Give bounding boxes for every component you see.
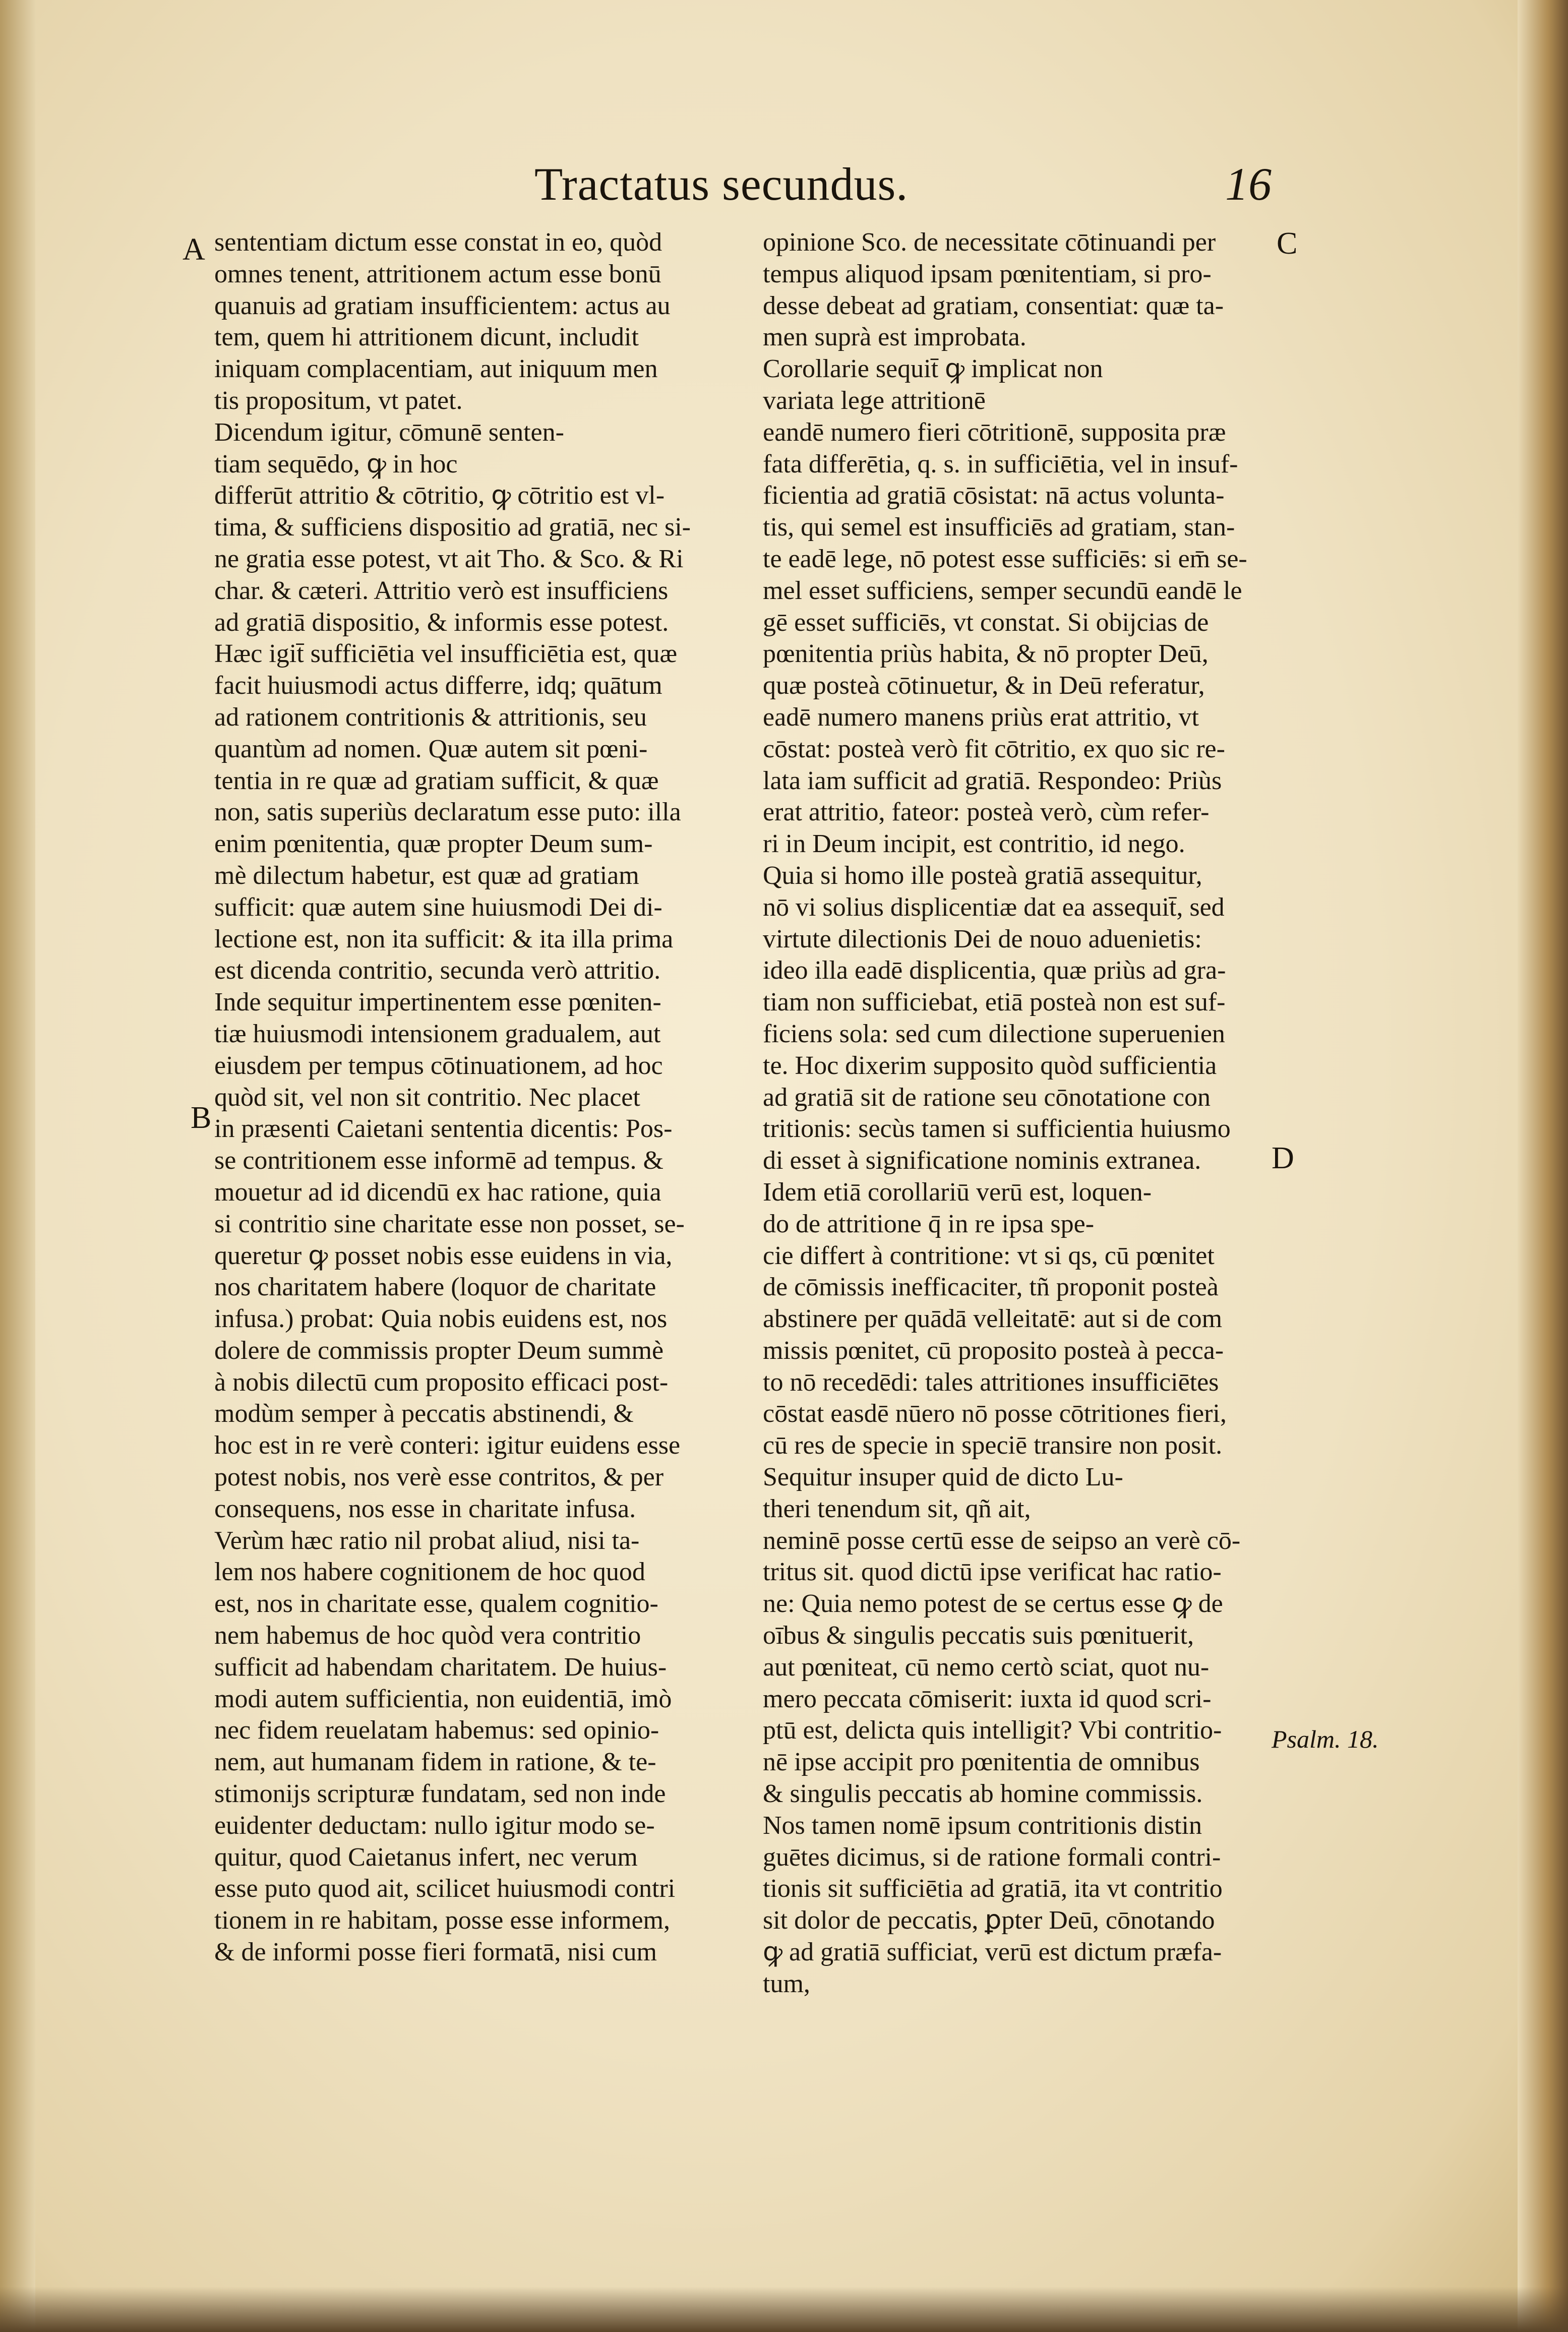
right-column-line: tis, qui semel est insufficiēs ad gratiam, stan- — [763, 513, 1235, 542]
right-column-line: oībus & singulis peccatis suis pœnituerit, — [763, 1621, 1194, 1650]
right-column-line: Nos tamen nomē ipsum contritionis distin — [763, 1811, 1202, 1840]
right-column-line: eandē numero fieri cōtritionē, supposita præ — [763, 417, 1226, 447]
right-column-line: sit dolor de peccatis, ꝑpter Deū, cōnotando — [763, 1906, 1215, 1935]
left-column-line: tionem in re habitam, posse esse informem, — [214, 1906, 671, 1935]
right-column-line: guētes dicimus, si de ratione formali contri- — [763, 1842, 1221, 1872]
left-column-line: se contritionem esse informē ad tempus. & — [214, 1146, 664, 1175]
left-column-line: differūt attritio & cōtritio, ꝙ cōtritio est vl- — [214, 481, 665, 510]
left-column-line: enim pœnitentia, quæ propter Deum sum- — [214, 829, 653, 859]
left-column-line: Verùm hæc ratio nil probat aliud, nisi ta- — [214, 1526, 640, 1555]
right-column-line: cōstat: posteà verò fit cōtritio, ex quo sic re- — [763, 734, 1225, 763]
right-column-line: ficiens sola: sed cum dilectione superuenien — [763, 1019, 1225, 1048]
left-column-line: hoc est in re verè conteri: igitur euidens esse — [214, 1431, 681, 1460]
left-column-line: nec fidem reuelatam habemus: sed opinio- — [214, 1716, 659, 1745]
left-column-line: char. & cæteri. Attritio verò est insufficiens — [214, 576, 669, 605]
right-column-line: variata lege attritionē — [763, 386, 986, 415]
right-column-line: tionis sit sufficiētia ad gratiā, ita vt contritio — [763, 1874, 1223, 1903]
right-column-line: ficientia ad gratiā cōsistat: nā actus volunta- — [763, 481, 1225, 510]
left-column-line: lem nos habere cognitionem de hoc quod — [214, 1558, 645, 1587]
right-column-line: mero peccata cōmiserit: iuxta id quod scri- — [763, 1684, 1212, 1713]
right-column-line: gē esset sufficiēs, vt constat. Si obijcias de — [763, 608, 1209, 637]
left-column-line: queretur ꝙ posset nobis esse euidens in via, — [214, 1241, 673, 1270]
margin-marker-a: A — [183, 232, 205, 267]
left-column-line: quitur, quod Caietanus infert, nec verum — [214, 1842, 638, 1872]
right-column-line: to nō recedēdi: tales attritiones insufficiētes — [763, 1367, 1219, 1397]
left-column-line: quantùm ad nomen. Quæ autem sit pœni- — [214, 734, 648, 763]
right-column-line: opinione Sco. de necessitate cōtinuandi per — [763, 228, 1216, 257]
right-column-line: Sequitur insuper quid de dicto Lu- — [763, 1463, 1123, 1492]
left-column-line: sententiam dictum esse constat in eo, quòd — [214, 228, 662, 257]
left-column-line: esse puto quod ait, scilicet huiusmodi contri — [214, 1874, 676, 1903]
left-column-line: euidenter deductam: nullo igitur modo se- — [214, 1811, 655, 1840]
left-column-line: tis propositum, vt patet. — [214, 386, 463, 415]
left-column-line: mouetur ad id dicendū ex hac ratione, quia — [214, 1177, 661, 1207]
left-column-line: ne gratia esse potest, vt ait Tho. & Sco. & Ri — [214, 544, 684, 573]
folio-number: 16 — [1225, 158, 1272, 210]
margin-marker-c: C — [1277, 226, 1298, 261]
right-column-line: nō vi solius displicentiæ dat ea assequit̄, sed — [763, 892, 1225, 922]
binding-gutter — [0, 0, 35, 2332]
left-column-line: si contritio sine charitate esse non posset, se- — [214, 1209, 685, 1238]
left-column-line: tiæ huiusmodi intensionem gradualem, aut — [214, 1019, 661, 1048]
left-column-line: mè dilectum habetur, est quæ ad gratiam — [214, 861, 639, 890]
right-column-line: mel esset sufficiens, semper secundū eandē le — [763, 576, 1242, 605]
right-column — [763, 227, 1263, 2000]
left-column-line: est dicenda contritio, secunda verò attritio. — [214, 956, 661, 985]
right-column-line: tum, — [763, 1969, 810, 1998]
right-column-line: fata differētia, q. s. in sufficiētia, vel in insuf- — [763, 449, 1238, 479]
page-edge — [1518, 0, 1568, 2332]
left-column — [214, 227, 723, 1968]
right-column-line: eadē numero manens priùs erat attritio, vt — [763, 702, 1199, 732]
running-title: Tractatus secundus. — [534, 158, 909, 210]
right-column-line: nē ipse accipit pro pœnitentia de omnibus — [763, 1748, 1200, 1777]
right-column-line: abstinere per quādā velleitatē: aut si de com — [763, 1304, 1223, 1334]
left-column-line: Hæc igit̄ sufficiētia vel insufficiētia est, quæ — [214, 639, 677, 669]
left-column-line: sufficit: quæ autem sine huiusmodi Dei di- — [214, 892, 662, 922]
right-column-line: aut pœniteat, cū nemo certò sciat, quot nu- — [763, 1652, 1210, 1682]
left-column-line: stimonijs scripturæ fundatam, sed non inde — [214, 1779, 666, 1809]
left-column-line: in præsenti Caietani sententia dicentis: Pos- — [214, 1114, 673, 1144]
right-column-line: tempus aliquod ipsam pœnitentiam, si pro- — [763, 259, 1212, 288]
left-column-line: quanuis ad gratiam insufficientem: actus au — [214, 291, 671, 320]
left-column-line: est, nos in charitate esse, qualem cognitio- — [214, 1589, 658, 1619]
right-column-line: theri tenendum sit, qñ ait, — [763, 1494, 1031, 1523]
left-column-line: tem, quem hi attritionem dicunt, includit — [214, 323, 639, 352]
right-column-line: ri in Deum incipit, est contritio, id nego. — [763, 829, 1185, 859]
left-column-line: non, satis superiùs declaratum esse puto: illa — [214, 798, 681, 827]
left-column-line: & de informi posse fieri formatā, nisi cum — [214, 1938, 657, 1967]
right-column-line: ideo illa eadē displicentia, quæ priùs ad gra- — [763, 956, 1226, 985]
left-column-line: nos charitatem habere (loquor de charitate — [214, 1273, 656, 1302]
left-column-line: infusa.) probat: Quia nobis euidens est, nos — [214, 1304, 668, 1334]
right-column-line: & singulis peccatis ab homine commissis. — [763, 1779, 1203, 1809]
right-column-line: cōstat easdē nūero nō posse cōtritiones fieri, — [763, 1399, 1227, 1428]
page-shadow — [0, 2287, 1568, 2332]
margin-marker-d: D — [1272, 1141, 1294, 1175]
left-column-line: potest nobis, nos verè esse contritos, & per — [214, 1463, 664, 1492]
left-column-line: Inde sequitur impertinentem esse pœniten- — [214, 988, 661, 1017]
right-column-line: te. Hoc dixerim supposito quòd sufficientia — [763, 1051, 1217, 1080]
right-column-line: virtute dilectionis Dei de nouo aduenietis: — [763, 924, 1202, 953]
right-column-line: te eadē lege, nō potest esse sufficiēs: si em̄ se- — [763, 544, 1247, 573]
left-column-line: modi autem sufficientia, non euidentiā, imò — [214, 1684, 672, 1713]
right-column-line: de cōmissis inefficaciter, tñ proponit posteà — [763, 1273, 1219, 1302]
right-column-line: tritionis: secùs tamen si sufficientia huiusmo — [763, 1114, 1231, 1144]
right-column-line: cū res de specie in speciē transire non posit. — [763, 1431, 1223, 1460]
right-column-line: ptū est, delicta quis intelligit? Vbi contritio- — [763, 1716, 1222, 1745]
left-column-line: quòd sit, vel non sit contritio. Nec placet — [214, 1083, 640, 1112]
right-column-line: men suprà est improbata. — [763, 323, 1027, 352]
right-column-line: tiam non sufficiebat, etiā posteà non est suf- — [763, 988, 1226, 1017]
left-column-line: à nobis dilectū cum proposito efficaci post- — [214, 1367, 669, 1397]
margin-note: Psalm. 18. — [1272, 1725, 1379, 1753]
right-column-line: erat attritio, fateor: posteà verò, cùm refer- — [763, 798, 1210, 827]
left-column-line: sufficit ad habendam charitatem. De huius- — [214, 1652, 667, 1682]
left-column-line: nem, aut humanam fidem in ratione, & te- — [214, 1748, 656, 1777]
left-column-line: facit huiusmodi actus differre, idq; quātum — [214, 671, 662, 700]
margin-marker-b: B — [191, 1101, 212, 1135]
left-column-line: modùm semper à peccatis abstinendi, & — [214, 1399, 634, 1428]
left-column-line: tiam sequēdo, ꝙ in hoc — [214, 449, 458, 479]
right-column-line: di esset à significatione nominis extranea. — [763, 1146, 1201, 1175]
right-column-line: pœnitentia priùs habita, & nō propter Deū, — [763, 639, 1209, 669]
right-column-line: Corollarie sequit̄ ꝙ implicat non — [763, 354, 1103, 384]
right-column-line: missis pœnitet, cū proposito posteà à pecca- — [763, 1336, 1224, 1365]
right-column-line: ꝙ ad gratiā sufficiat, verū est dictum præfa- — [763, 1938, 1222, 1967]
left-column-line: lectione est, non ita sufficit: & ita illa prima — [214, 924, 674, 953]
right-column-line: ne: Quia nemo potest de se certus esse ꝙ de — [763, 1589, 1223, 1619]
left-column-line: ad gratiā dispositio, & informis esse potest. — [214, 608, 669, 637]
right-column-line: desse debeat ad gratiam, consentiat: quæ ta- — [763, 291, 1224, 320]
right-column-line: lata iam sufficit ad gratiā. Respondeo: Priùs — [763, 766, 1222, 795]
right-column-line: cie differt à contritione: vt si qs, cū pœnitet — [763, 1241, 1215, 1270]
right-column-line: tritus sit. quod dictū ipse verificat hac ratio- — [763, 1558, 1222, 1587]
left-column-line: ad rationem contritionis & attritionis, seu — [214, 702, 647, 732]
right-column-line: Quia si homo ille posteà gratiā assequitur, — [763, 861, 1202, 890]
right-column-line: do de attritione q̄ in re ipsa spe- — [763, 1209, 1095, 1238]
left-column-line: tentia in re quæ ad gratiam sufficit, & quæ — [214, 766, 659, 795]
right-column-line: ad gratiā sit de ratione seu cōnotatione con — [763, 1083, 1211, 1112]
left-column-line: Dicendum igitur, cōmunē senten- — [214, 417, 564, 447]
left-column-line: eiusdem per tempus cōtinuationem, ad hoc — [214, 1051, 663, 1080]
left-column-line: tima, & sufficiens dispositio ad gratiā, nec si- — [214, 513, 691, 542]
left-column-line: nem habemus de hoc quòd vera contritio — [214, 1621, 641, 1650]
left-column-line: iniquam complacentiam, aut iniquum men — [214, 354, 658, 384]
right-column-line: neminē posse certū esse de seipso an verè cō- — [763, 1526, 1241, 1555]
right-column-line: quæ posteà cōtinuetur, & in Deū referatur, — [763, 671, 1205, 700]
right-column-line: Idem etiā corollariū verū est, loquen- — [763, 1177, 1152, 1207]
left-column-line: dolere de commissis propter Deum summè — [214, 1336, 664, 1365]
left-column-line: consequens, nos esse in charitate infusa. — [214, 1494, 636, 1523]
left-column-line: omnes tenent, attritionem actum esse bonū — [214, 259, 661, 288]
